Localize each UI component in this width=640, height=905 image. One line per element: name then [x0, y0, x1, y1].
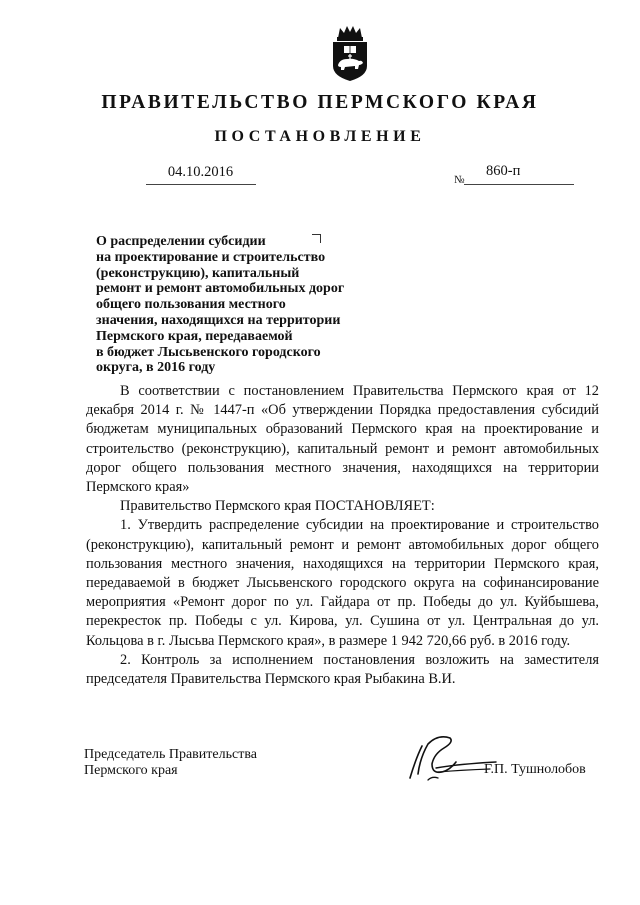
item-2-paragraph: 2. Контроль за исполнением постановления возложить на заместителя председателя Правительства Пермского края Рыбакина В.И. — [86, 651, 599, 688]
number-sign: № — [454, 174, 465, 186]
subject-line: (реконструкцию), капитальный — [96, 265, 300, 281]
number-underline — [464, 184, 574, 185]
coat-of-arms-icon — [328, 24, 372, 82]
position-line: Пермского края — [84, 763, 178, 778]
subject-line: общего пользования местного — [96, 297, 286, 313]
subject-line: О распределении субсидии — [96, 234, 266, 249]
subject-corner-mark — [312, 234, 321, 243]
signatory-position — [84, 747, 257, 779]
position-line: Председатель Правительства — [84, 747, 257, 762]
document-number: 860-п — [486, 163, 521, 179]
subject-line: Пермского края, передаваемой — [96, 328, 293, 344]
document-body — [86, 382, 599, 689]
subject-line: в бюджет Лысьвенского городского — [96, 344, 321, 360]
resolves-paragraph: Правительство Пермского края ПОСТАНОВЛЯЕТ: — [120, 498, 435, 515]
date-underline — [146, 184, 256, 185]
signatory-name: Г.П. Тушнолобов — [484, 762, 586, 777]
subject-line: округа, в 2016 году — [96, 360, 216, 376]
document-date: 04.10.2016 — [167, 164, 234, 180]
document-type: ПОСТАНОВЛЕНИЕ — [214, 128, 426, 145]
intro-paragraph: В соответствии с постановлением Правительства Пермского края от 12 декабря 2014 г. № 1447-п «Об утверждении Порядка предоставления субсидий бюджетам муниципальных образований Пермского края на проектирование и строительство (реконструкцию), капитальный ремонт и ремонт автомобильных дорог общего пользования местного значения, находящихся на территории Пермского края» — [86, 383, 599, 496]
subject-line: ремонт и ремонт автомобильных дорог — [96, 281, 345, 297]
government-title: ПРАВИТЕЛЬСТВО ПЕРМСКОГО КРАЯ — [101, 92, 539, 113]
document-subject — [96, 234, 386, 376]
subject-line: значения, находящихся на территории — [96, 312, 341, 328]
subject-line: на проектирование и строительство — [96, 249, 326, 265]
item-1-paragraph: 1. Утвердить распределение субсидии на проектирование и строительство (реконструкцию), капитальный ремонт и ремонт автомобильных дорог общего пользования местного значения, находящихся на территории Пермского края, передаваемой в бюджет Лысьвенского городского округа на софинансирование мероприятия «Ремонт дорог по ул. Гайдара от пр. Победы до ул. Куйбышева, перекресток пр. Победы с ул. Кирова, ул. Сушина от ул. Центральная до ул. Кольцова в г. Лысьва Пермского края», в размере 1 942 720,66 руб. в 2016 году. — [86, 517, 599, 649]
